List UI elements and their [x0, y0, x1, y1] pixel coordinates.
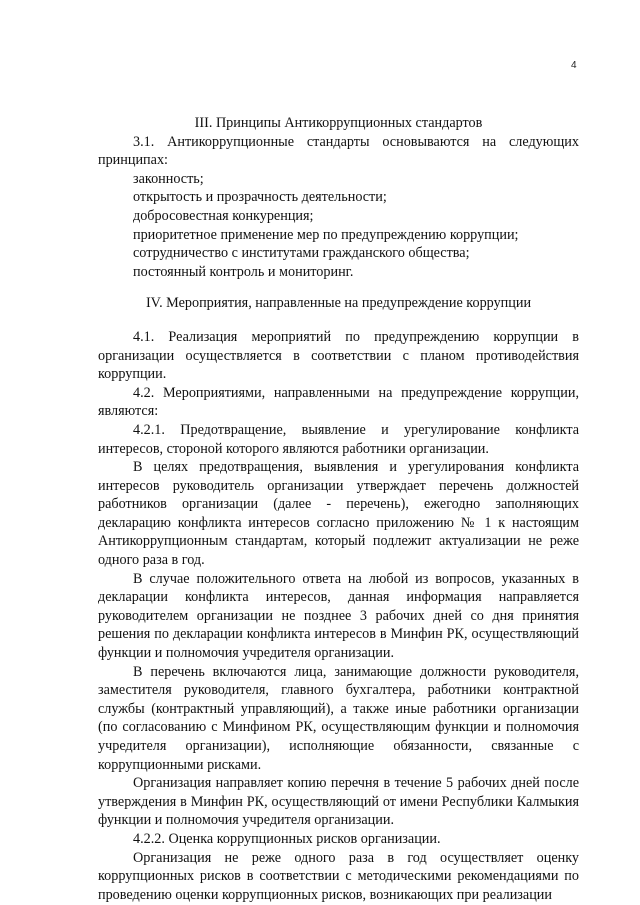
principle-item: открытость и прозрачность деятельности;: [133, 189, 387, 206]
paragraph: 4.1. Реализация мероприятий по предупреждению коррупции в организации осуществляется в соответствии с планом противодействия коррупции.: [98, 328, 579, 383]
page-number: 4: [571, 60, 577, 71]
paragraph: 4.2.2. Оценка коррупционных рисков организации.: [133, 830, 441, 847]
paragraph: 4.2.1. Предотвращение, выявление и урегулирование конфликта интересов, стороной которого являются работники организации.: [98, 421, 579, 457]
section-3-heading: III. Принципы Антикоррупционных стандартов: [194, 115, 483, 131]
principle-item: постоянный контроль и мониторинг.: [133, 263, 354, 280]
paragraph: Организация направляет копию перечня в течение 5 рабочих дней после утверждения в Минфин РК, осуществляющий от имени Республики Калмыкия функции и полномочия учредителя организации.: [98, 775, 579, 829]
section-4-heading: IV. Мероприятия, направленные на предупреждение коррупции: [145, 295, 532, 312]
principles-list: [98, 170, 579, 282]
principle-item: законность;: [133, 170, 204, 187]
principle-item: добросовестная конкуренция;: [133, 207, 314, 224]
paragraph: В перечень включаются лица, занимающие должности руководителя, заместителя руководителя, главного бухгалтера, работники контрактной службы (контрактный управляющий), а также иные работники организации (по согласованию с Минфином РК, осуществляющим функции и полномочия учредителя организации), исполняющие обязанности, связанные с коррупционными рисками.: [98, 663, 579, 773]
page-content: [98, 114, 579, 904]
paragraph: В целях предотвращения, выявления и урегулирования конфликта интересов руководитель организации утверждает перечень должностей работников организации (далее - перечень), ежегодно заполняющих декларацию конфликта интересов согласно приложению № 1 к настоящим Антикоррупционным стандартам, который подлежит актуализации не реже одного раза в год.: [98, 459, 579, 569]
paragraph: Организация не реже одного раза в год осуществляет оценку коррупционных рисков в соответствии с методическими рекомендациями по проведению оценки коррупционных рисков, возникающих при реализации: [98, 849, 579, 903]
paragraph: В случае положительного ответа на любой из вопросов, указанных в декларации конфликта интересов, данная информация направляется руководителем организации не позднее 3 рабочих дней со дня принятия решения по декларации конфликта интересов в Минфин РК, осуществляющий функции и полномочия учредителя организации.: [98, 570, 579, 662]
principle-item: сотрудничество с институтами гражданского общества;: [133, 245, 470, 262]
section-3-intro: 3.1. Антикоррупционные стандарты основываются на следующих принципах:: [98, 133, 579, 169]
paragraph: 4.2. Мероприятиями, направленными на предупреждение коррупции, являются:: [98, 384, 579, 420]
principle-item: приоритетное применение мер по предупреждению коррупции;: [133, 226, 519, 243]
